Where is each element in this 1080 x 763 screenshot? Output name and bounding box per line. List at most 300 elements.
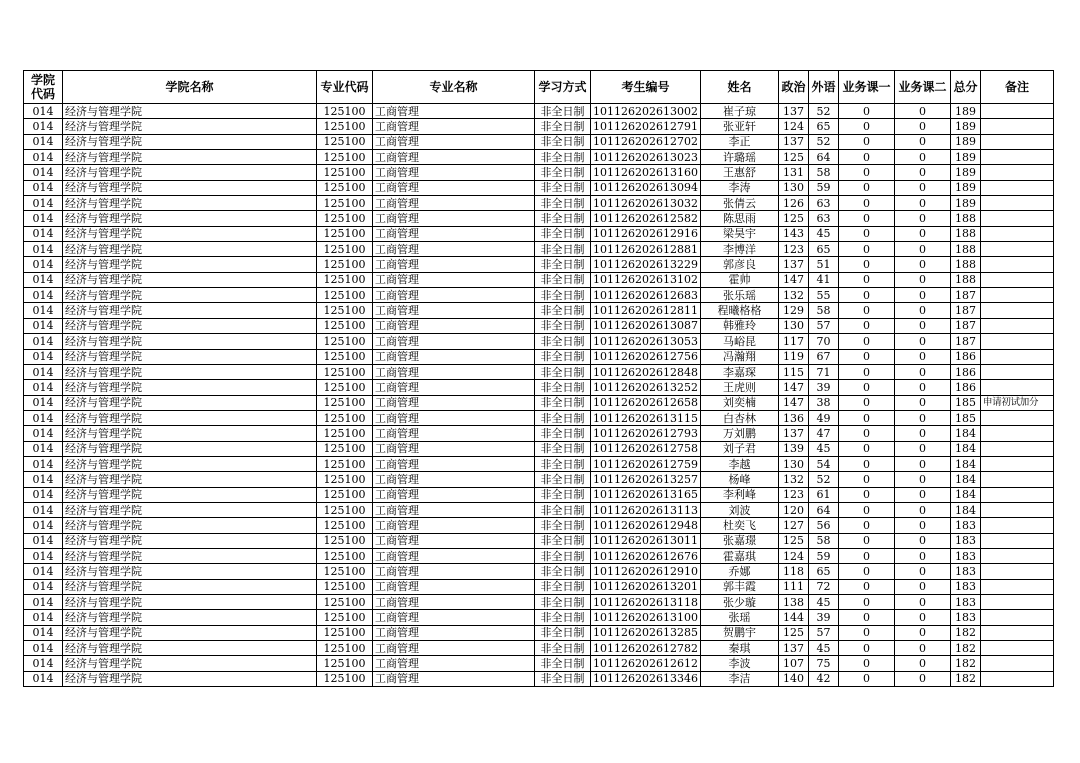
cell-remarks <box>980 456 1053 471</box>
cell-major-code: 125100 <box>317 165 373 180</box>
cell-college-code: 014 <box>24 272 63 287</box>
cell-total: 184 <box>950 456 980 471</box>
cell-major-name: 工商管理 <box>373 641 535 656</box>
cell-subject-1: 0 <box>838 641 894 656</box>
table-row <box>24 104 1054 119</box>
cell-remarks <box>980 288 1053 303</box>
cell-study-mode: 非全日制 <box>535 303 591 318</box>
cell-study-mode: 非全日制 <box>535 242 591 257</box>
cell-college-code: 014 <box>24 226 63 241</box>
cell-total: 189 <box>950 134 980 149</box>
cell-major-code: 125100 <box>317 595 373 610</box>
cell-college-code: 014 <box>24 257 63 272</box>
cell-major-code: 125100 <box>317 180 373 195</box>
cell-politics: 120 <box>778 502 808 517</box>
cell-candidate-id: 101126202612758 <box>591 441 701 456</box>
cell-subject-1: 0 <box>838 242 894 257</box>
cell-college-code: 014 <box>24 364 63 379</box>
cell-name: 程曦格格 <box>700 303 778 318</box>
cell-politics: 127 <box>778 518 808 533</box>
table-row <box>24 180 1054 195</box>
cell-foreign-language: 45 <box>808 226 838 241</box>
cell-candidate-id: 101126202613032 <box>591 196 701 211</box>
cell-candidate-id: 101126202612658 <box>591 395 701 410</box>
cell-name: 郭丰霞 <box>700 579 778 594</box>
cell-total: 189 <box>950 104 980 119</box>
cell-college-name: 经济与管理学院 <box>63 641 317 656</box>
cell-subject-2: 0 <box>894 104 950 119</box>
cell-major-code: 125100 <box>317 119 373 134</box>
header-college-code <box>24 71 63 104</box>
cell-politics: 130 <box>778 456 808 471</box>
cell-foreign-language: 61 <box>808 487 838 502</box>
cell-major-code: 125100 <box>317 364 373 379</box>
cell-foreign-language: 57 <box>808 318 838 333</box>
cell-total: 183 <box>950 548 980 563</box>
cell-subject-2: 0 <box>894 395 950 410</box>
cell-foreign-language: 57 <box>808 625 838 640</box>
cell-college-code: 014 <box>24 472 63 487</box>
table-row <box>24 518 1054 533</box>
header-total: 总分 <box>950 71 980 104</box>
cell-candidate-id: 101126202612582 <box>591 211 701 226</box>
cell-foreign-language: 41 <box>808 272 838 287</box>
cell-subject-2: 0 <box>894 211 950 226</box>
cell-remarks <box>980 242 1053 257</box>
header-row <box>24 71 1054 104</box>
table-row <box>24 334 1054 349</box>
cell-total: 184 <box>950 426 980 441</box>
cell-major-code: 125100 <box>317 579 373 594</box>
cell-name: 梁昊宇 <box>700 226 778 241</box>
cell-total: 189 <box>950 165 980 180</box>
cell-college-name: 经济与管理学院 <box>63 211 317 226</box>
cell-subject-2: 0 <box>894 456 950 471</box>
cell-college-name: 经济与管理学院 <box>63 564 317 579</box>
cell-subject-2: 0 <box>894 272 950 287</box>
cell-name: 张亚轩 <box>700 119 778 134</box>
cell-politics: 137 <box>778 104 808 119</box>
cell-major-code: 125100 <box>317 257 373 272</box>
cell-study-mode: 非全日制 <box>535 487 591 502</box>
cell-major-name: 工商管理 <box>373 165 535 180</box>
cell-subject-2: 0 <box>894 334 950 349</box>
cell-college-code: 014 <box>24 641 63 656</box>
cell-major-code: 125100 <box>317 380 373 395</box>
cell-politics: 143 <box>778 226 808 241</box>
cell-major-code: 125100 <box>317 395 373 410</box>
header-college-code-text: 学院 代码 <box>30 73 55 101</box>
table-row <box>24 625 1054 640</box>
cell-name: 霍帅 <box>700 272 778 287</box>
cell-major-code: 125100 <box>317 318 373 333</box>
cell-remarks <box>980 610 1053 625</box>
cell-study-mode: 非全日制 <box>535 364 591 379</box>
cell-major-name: 工商管理 <box>373 242 535 257</box>
cell-remarks <box>980 671 1053 686</box>
header-candidate-id: 考生编号 <box>591 71 701 104</box>
cell-total: 184 <box>950 487 980 502</box>
cell-politics: 117 <box>778 334 808 349</box>
cell-politics: 138 <box>778 595 808 610</box>
cell-major-name: 工商管理 <box>373 656 535 671</box>
cell-major-name: 工商管理 <box>373 579 535 594</box>
cell-major-code: 125100 <box>317 441 373 456</box>
table-row <box>24 671 1054 686</box>
table-row <box>24 134 1054 149</box>
cell-major-code: 125100 <box>317 548 373 563</box>
cell-college-name: 经济与管理学院 <box>63 272 317 287</box>
table-row <box>24 303 1054 318</box>
cell-total: 188 <box>950 257 980 272</box>
cell-subject-2: 0 <box>894 564 950 579</box>
cell-name: 杨峰 <box>700 472 778 487</box>
cell-study-mode: 非全日制 <box>535 579 591 594</box>
cell-foreign-language: 47 <box>808 426 838 441</box>
cell-major-name: 工商管理 <box>373 104 535 119</box>
cell-remarks <box>980 380 1053 395</box>
cell-candidate-id: 101126202612948 <box>591 518 701 533</box>
cell-college-name: 经济与管理学院 <box>63 610 317 625</box>
cell-total: 182 <box>950 656 980 671</box>
cell-study-mode: 非全日制 <box>535 656 591 671</box>
cell-study-mode: 非全日制 <box>535 610 591 625</box>
cell-college-name: 经济与管理学院 <box>63 426 317 441</box>
cell-politics: 130 <box>778 318 808 333</box>
cell-name: 韩雅玲 <box>700 318 778 333</box>
cell-remarks <box>980 272 1053 287</box>
cell-study-mode: 非全日制 <box>535 380 591 395</box>
cell-study-mode: 非全日制 <box>535 441 591 456</box>
cell-politics: 124 <box>778 119 808 134</box>
cell-college-name: 经济与管理学院 <box>63 119 317 134</box>
cell-politics: 123 <box>778 242 808 257</box>
cell-college-name: 经济与管理学院 <box>63 180 317 195</box>
table-row <box>24 410 1054 425</box>
cell-major-name: 工商管理 <box>373 134 535 149</box>
cell-study-mode: 非全日制 <box>535 150 591 165</box>
cell-subject-1: 0 <box>838 303 894 318</box>
cell-candidate-id: 101126202613113 <box>591 502 701 517</box>
cell-subject-2: 0 <box>894 671 950 686</box>
cell-major-code: 125100 <box>317 656 373 671</box>
cell-college-code: 014 <box>24 334 63 349</box>
cell-remarks <box>980 579 1053 594</box>
cell-foreign-language: 58 <box>808 533 838 548</box>
cell-college-code: 014 <box>24 595 63 610</box>
cell-college-name: 经济与管理学院 <box>63 502 317 517</box>
cell-major-name: 工商管理 <box>373 472 535 487</box>
cell-remarks <box>980 441 1053 456</box>
cell-major-code: 125100 <box>317 610 373 625</box>
cell-candidate-id: 101126202612683 <box>591 288 701 303</box>
cell-subject-2: 0 <box>894 426 950 441</box>
table-row <box>24 595 1054 610</box>
cell-subject-1: 0 <box>838 272 894 287</box>
cell-subject-2: 0 <box>894 656 950 671</box>
cell-candidate-id: 101126202613118 <box>591 595 701 610</box>
cell-name: 李正 <box>700 134 778 149</box>
admission-score-table <box>23 70 1054 687</box>
cell-subject-2: 0 <box>894 441 950 456</box>
cell-college-code: 014 <box>24 610 63 625</box>
cell-major-code: 125100 <box>317 641 373 656</box>
cell-subject-2: 0 <box>894 472 950 487</box>
cell-college-code: 014 <box>24 487 63 502</box>
table-row <box>24 349 1054 364</box>
cell-study-mode: 非全日制 <box>535 502 591 517</box>
cell-politics: 125 <box>778 533 808 548</box>
cell-major-name: 工商管理 <box>373 334 535 349</box>
cell-name: 刘波 <box>700 502 778 517</box>
cell-subject-1: 0 <box>838 518 894 533</box>
cell-major-name: 工商管理 <box>373 441 535 456</box>
cell-subject-2: 0 <box>894 318 950 333</box>
header-subject-2: 业务课二 <box>894 71 950 104</box>
cell-subject-2: 0 <box>894 257 950 272</box>
cell-politics: 123 <box>778 487 808 502</box>
cell-subject-1: 0 <box>838 441 894 456</box>
cell-study-mode: 非全日制 <box>535 518 591 533</box>
cell-study-mode: 非全日制 <box>535 257 591 272</box>
cell-subject-1: 0 <box>838 364 894 379</box>
cell-politics: 111 <box>778 579 808 594</box>
cell-candidate-id: 101126202612910 <box>591 564 701 579</box>
cell-subject-1: 0 <box>838 211 894 226</box>
cell-name: 李嘉琛 <box>700 364 778 379</box>
cell-remarks <box>980 165 1053 180</box>
cell-subject-2: 0 <box>894 226 950 241</box>
cell-politics: 139 <box>778 441 808 456</box>
table-row <box>24 502 1054 517</box>
cell-politics: 124 <box>778 548 808 563</box>
cell-foreign-language: 52 <box>808 134 838 149</box>
cell-remarks <box>980 134 1053 149</box>
cell-remarks <box>980 656 1053 671</box>
cell-study-mode: 非全日制 <box>535 349 591 364</box>
cell-candidate-id: 101126202613346 <box>591 671 701 686</box>
cell-major-name: 工商管理 <box>373 211 535 226</box>
cell-college-name: 经济与管理学院 <box>63 364 317 379</box>
cell-major-name: 工商管理 <box>373 196 535 211</box>
cell-candidate-id: 101126202613087 <box>591 318 701 333</box>
cell-major-name: 工商管理 <box>373 395 535 410</box>
header-major-name: 专业名称 <box>373 71 535 104</box>
table-row <box>24 564 1054 579</box>
cell-college-code: 014 <box>24 671 63 686</box>
cell-name: 刘奕楠 <box>700 395 778 410</box>
cell-candidate-id: 101126202613285 <box>591 625 701 640</box>
cell-study-mode: 非全日制 <box>535 472 591 487</box>
cell-subject-1: 0 <box>838 119 894 134</box>
cell-foreign-language: 67 <box>808 349 838 364</box>
table-row <box>24 257 1054 272</box>
cell-major-name: 工商管理 <box>373 564 535 579</box>
cell-subject-1: 0 <box>838 656 894 671</box>
cell-study-mode: 非全日制 <box>535 104 591 119</box>
cell-major-name: 工商管理 <box>373 180 535 195</box>
cell-remarks <box>980 410 1053 425</box>
cell-college-name: 经济与管理学院 <box>63 472 317 487</box>
cell-name: 崔子琼 <box>700 104 778 119</box>
cell-college-code: 014 <box>24 502 63 517</box>
cell-study-mode: 非全日制 <box>535 548 591 563</box>
cell-major-name: 工商管理 <box>373 456 535 471</box>
cell-study-mode: 非全日制 <box>535 211 591 226</box>
cell-remarks <box>980 487 1053 502</box>
cell-subject-1: 0 <box>838 610 894 625</box>
cell-total: 186 <box>950 349 980 364</box>
cell-remarks <box>980 104 1053 119</box>
cell-remarks <box>980 150 1053 165</box>
cell-foreign-language: 63 <box>808 196 838 211</box>
cell-subject-2: 0 <box>894 242 950 257</box>
cell-college-code: 014 <box>24 410 63 425</box>
cell-subject-1: 0 <box>838 564 894 579</box>
cell-major-name: 工商管理 <box>373 364 535 379</box>
cell-total: 187 <box>950 318 980 333</box>
cell-major-code: 125100 <box>317 564 373 579</box>
cell-name: 李洁 <box>700 671 778 686</box>
cell-subject-2: 0 <box>894 349 950 364</box>
cell-subject-2: 0 <box>894 625 950 640</box>
cell-college-code: 014 <box>24 318 63 333</box>
cell-foreign-language: 75 <box>808 656 838 671</box>
cell-subject-1: 0 <box>838 134 894 149</box>
cell-college-code: 014 <box>24 426 63 441</box>
cell-name: 许璐瑶 <box>700 150 778 165</box>
cell-total: 184 <box>950 472 980 487</box>
cell-total: 182 <box>950 625 980 640</box>
cell-subject-1: 0 <box>838 410 894 425</box>
cell-subject-1: 0 <box>838 548 894 563</box>
cell-candidate-id: 101126202612916 <box>591 226 701 241</box>
cell-study-mode: 非全日制 <box>535 226 591 241</box>
cell-name: 李利峰 <box>700 487 778 502</box>
cell-college-name: 经济与管理学院 <box>63 226 317 241</box>
cell-college-name: 经济与管理学院 <box>63 288 317 303</box>
cell-foreign-language: 52 <box>808 104 838 119</box>
cell-major-name: 工商管理 <box>373 625 535 640</box>
cell-total: 187 <box>950 288 980 303</box>
table-row <box>24 288 1054 303</box>
cell-name: 李博洋 <box>700 242 778 257</box>
cell-major-name: 工商管理 <box>373 426 535 441</box>
cell-major-name: 工商管理 <box>373 533 535 548</box>
cell-subject-2: 0 <box>894 548 950 563</box>
cell-college-code: 014 <box>24 288 63 303</box>
cell-subject-2: 0 <box>894 610 950 625</box>
table-row <box>24 656 1054 671</box>
cell-total: 189 <box>950 180 980 195</box>
cell-college-code: 014 <box>24 564 63 579</box>
cell-subject-1: 0 <box>838 472 894 487</box>
cell-subject-1: 0 <box>838 380 894 395</box>
cell-candidate-id: 101126202613160 <box>591 165 701 180</box>
cell-politics: 119 <box>778 349 808 364</box>
cell-politics: 144 <box>778 610 808 625</box>
cell-remarks <box>980 426 1053 441</box>
cell-foreign-language: 70 <box>808 334 838 349</box>
header-foreign-language: 外语 <box>808 71 838 104</box>
cell-foreign-language: 45 <box>808 641 838 656</box>
cell-college-code: 014 <box>24 134 63 149</box>
table-row <box>24 548 1054 563</box>
cell-foreign-language: 54 <box>808 456 838 471</box>
cell-subject-2: 0 <box>894 180 950 195</box>
cell-candidate-id: 101126202613252 <box>591 380 701 395</box>
cell-name: 郭彦良 <box>700 257 778 272</box>
cell-name: 李越 <box>700 456 778 471</box>
cell-study-mode: 非全日制 <box>535 564 591 579</box>
cell-foreign-language: 39 <box>808 610 838 625</box>
cell-remarks: 申请初试加分 <box>980 395 1053 410</box>
cell-major-name: 工商管理 <box>373 257 535 272</box>
cell-subject-2: 0 <box>894 487 950 502</box>
cell-total: 183 <box>950 595 980 610</box>
cell-college-name: 经济与管理学院 <box>63 487 317 502</box>
cell-major-name: 工商管理 <box>373 150 535 165</box>
cell-major-code: 125100 <box>317 226 373 241</box>
cell-foreign-language: 59 <box>808 548 838 563</box>
cell-politics: 118 <box>778 564 808 579</box>
cell-study-mode: 非全日制 <box>535 456 591 471</box>
cell-subject-2: 0 <box>894 579 950 594</box>
cell-study-mode: 非全日制 <box>535 272 591 287</box>
cell-foreign-language: 65 <box>808 564 838 579</box>
cell-subject-1: 0 <box>838 104 894 119</box>
cell-remarks <box>980 257 1053 272</box>
cell-foreign-language: 72 <box>808 579 838 594</box>
cell-name: 秦琪 <box>700 641 778 656</box>
cell-remarks <box>980 180 1053 195</box>
cell-college-code: 014 <box>24 548 63 563</box>
cell-total: 183 <box>950 579 980 594</box>
cell-candidate-id: 101126202612702 <box>591 134 701 149</box>
cell-subject-2: 0 <box>894 119 950 134</box>
cell-subject-1: 0 <box>838 318 894 333</box>
cell-major-name: 工商管理 <box>373 548 535 563</box>
cell-subject-2: 0 <box>894 380 950 395</box>
cell-college-code: 014 <box>24 579 63 594</box>
header-subject-1: 业务课一 <box>838 71 894 104</box>
cell-politics: 137 <box>778 641 808 656</box>
cell-subject-2: 0 <box>894 533 950 548</box>
table-row <box>24 533 1054 548</box>
cell-politics: 137 <box>778 134 808 149</box>
cell-remarks <box>980 548 1053 563</box>
cell-study-mode: 非全日制 <box>535 180 591 195</box>
cell-major-code: 125100 <box>317 456 373 471</box>
cell-college-name: 经济与管理学院 <box>63 334 317 349</box>
cell-college-code: 014 <box>24 303 63 318</box>
cell-study-mode: 非全日制 <box>535 533 591 548</box>
cell-subject-1: 0 <box>838 426 894 441</box>
cell-foreign-language: 45 <box>808 441 838 456</box>
cell-subject-1: 0 <box>838 502 894 517</box>
cell-politics: 132 <box>778 288 808 303</box>
cell-name: 陈思雨 <box>700 211 778 226</box>
cell-major-name: 工商管理 <box>373 226 535 241</box>
cell-study-mode: 非全日制 <box>535 410 591 425</box>
cell-name: 乔娜 <box>700 564 778 579</box>
cell-politics: 130 <box>778 180 808 195</box>
header-major-code: 专业代码 <box>317 71 373 104</box>
cell-politics: 147 <box>778 272 808 287</box>
cell-name: 王虎则 <box>700 380 778 395</box>
cell-candidate-id: 101126202612782 <box>591 641 701 656</box>
cell-college-name: 经济与管理学院 <box>63 595 317 610</box>
